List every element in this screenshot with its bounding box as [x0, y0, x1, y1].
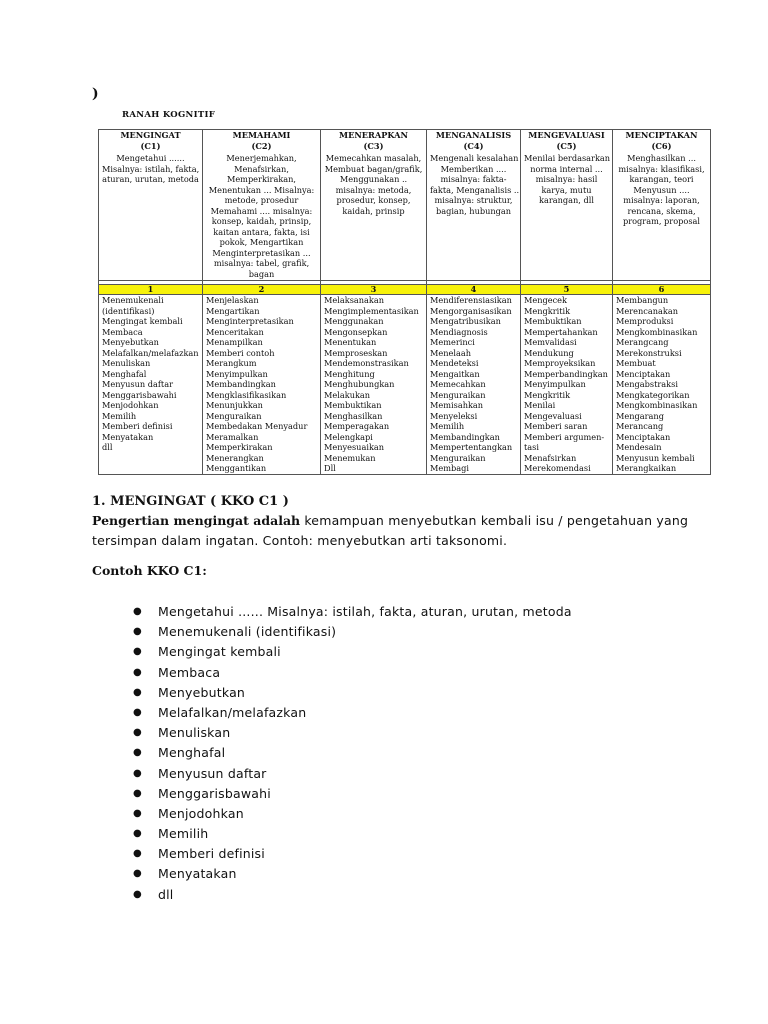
description-line: misalnya: tabel, grafik,	[213, 258, 310, 268]
verb-item: Memerinci	[430, 337, 475, 347]
column-header	[321, 130, 427, 281]
list-item-text: Mengingat kembali	[158, 644, 281, 660]
list-item-text: dll	[158, 886, 174, 902]
verb-item: Menuliskan	[102, 358, 151, 368]
level-number-row	[99, 285, 711, 295]
verb-list-cell	[321, 295, 427, 475]
column-header	[613, 130, 711, 281]
column-code: (C4)	[463, 140, 484, 151]
description-line: misalnya: struktur,	[434, 195, 513, 205]
verb-item: Mengevaluasi	[524, 410, 582, 421]
verb-item: Mengkritik	[524, 305, 571, 316]
level-number: 5	[521, 285, 613, 295]
verb-item: Memperagakan	[324, 421, 390, 431]
list-item	[130, 824, 572, 844]
cognitive-domain-table	[98, 129, 711, 475]
bullet-icon: ●	[133, 767, 142, 779]
list-item	[130, 642, 572, 662]
level-number: 1	[99, 285, 203, 295]
list-item-text: Menemukenali (identifikasi)	[158, 624, 337, 640]
verb-item: Menggantikan	[206, 463, 267, 473]
verb-item: Menyeleksi	[430, 410, 478, 421]
list-item-text: Menyatakan	[158, 866, 237, 882]
verb-item: Mengimplementasikan	[324, 305, 419, 316]
verb-item: Mengartikan	[206, 305, 260, 316]
column-description	[430, 153, 520, 216]
list-item-text: Menghafal	[158, 745, 226, 761]
column-header	[99, 130, 203, 281]
bullet-icon: ●	[133, 888, 142, 900]
list-item-text: Menuliskan	[158, 725, 231, 741]
verb-item: Memisahkan	[430, 400, 484, 410]
verb-item: Merangcang	[616, 337, 669, 347]
verb-item: Menceritakan	[206, 326, 264, 337]
verb-item: tasi	[524, 442, 539, 452]
column-description	[616, 153, 707, 227]
description-line: pokok, Mengartikan	[219, 237, 304, 247]
bullet-icon: ●	[133, 848, 142, 860]
verb-item: Menguraikan	[206, 410, 262, 421]
verb-item: Membagi	[430, 463, 469, 473]
verb-item: Mendukung	[524, 347, 574, 358]
verb-item: Menguraikan	[430, 389, 486, 400]
verb-item: Merangkaikan	[616, 463, 677, 473]
verb-item: Menghitung	[324, 368, 375, 379]
description-line: konsep, kaidah, prinsip,	[211, 216, 312, 226]
column-code: (C2)	[251, 140, 272, 151]
list-item	[130, 784, 572, 804]
list-item-text: Menjodohkan	[158, 805, 244, 821]
verb-item: Memproyeksikan	[524, 358, 596, 368]
verb-item: Merancang	[616, 421, 664, 431]
kko-c1-list	[130, 602, 572, 905]
column-description	[524, 153, 609, 206]
verb-item: Memperbandingkan	[524, 368, 608, 379]
verb-item: Mengabstraksi	[616, 379, 678, 389]
description-line: program, proposal	[622, 216, 701, 226]
verb-item: Menelaah	[430, 347, 472, 358]
level-number: 4	[427, 285, 521, 295]
description-line: Menafsirkan,	[234, 163, 289, 174]
list-item-text: Memilih	[158, 826, 209, 842]
column-title: MEMAHAMI	[232, 130, 291, 140]
description-line: karya, mutu	[541, 184, 592, 195]
verb-item: Menggarisbawahi	[102, 389, 177, 400]
verb-item: Menyimpulkan	[524, 379, 586, 389]
verb-item: Menyesuaikan	[324, 442, 385, 452]
description-line: kaidah, prinsip	[342, 205, 405, 216]
verb-item: Menampilkan	[206, 337, 263, 347]
description-line: metode, prosedur	[224, 195, 299, 205]
list-item-text: Menyebutkan	[158, 684, 246, 700]
description-line: Menginterpretasikan ...	[212, 247, 311, 258]
verb-item: Mendiagnosis	[430, 326, 488, 337]
list-item	[130, 743, 572, 763]
table-header-row	[99, 130, 711, 281]
description-line: misalnya: laporan,	[623, 195, 700, 205]
verb-item: Melafalkan/melafazkan	[102, 347, 199, 358]
verb-item: Menilai	[524, 400, 556, 410]
list-item-text: Menyusun daftar	[158, 765, 267, 781]
verb-item: Menyusun daftar	[102, 379, 173, 389]
verb-item: Meramalkan	[206, 431, 259, 442]
verb-item: Memproseskan	[324, 347, 388, 358]
verb-item: Menafsirkan	[524, 452, 577, 463]
verb-item: Memvalidasi	[524, 337, 577, 347]
description-line: Menerjemahkan,	[226, 153, 297, 163]
bullet-icon: ●	[133, 706, 142, 718]
verb-list-row	[99, 295, 711, 475]
verb-item: Mengkombinasikan	[616, 326, 698, 337]
verb-list-cell	[613, 295, 711, 475]
verb-item: Melakukan	[324, 389, 371, 400]
verb-item: Menemukenali	[102, 295, 164, 305]
description-line: fakta, Menganalisis ..	[430, 184, 520, 195]
verb-item: Mendiferensiasikan	[430, 295, 512, 305]
verb-item: Membuktikan	[524, 316, 582, 326]
column-header	[203, 130, 321, 281]
description-line: norma internal ...	[530, 163, 603, 174]
description-line: Menghasilkan ...	[627, 153, 696, 163]
verb-item: Memberi definisi	[102, 421, 173, 431]
description-line: Misalnya: istilah, fakta,	[102, 163, 200, 174]
column-title: MENERAPKAN	[339, 130, 408, 140]
verb-list-cell	[99, 295, 203, 475]
verb-item: Membedakan Menyadur	[206, 421, 308, 431]
column-title: MENGEVALUASI	[528, 130, 605, 140]
verb-item: Merekomendasi	[524, 463, 591, 473]
example-label: Contoh KKO C1:	[92, 563, 207, 578]
bullet-icon: ●	[133, 727, 142, 739]
verb-item: Melaksanakan	[324, 295, 385, 305]
description-line: misalnya: hasil	[535, 174, 598, 184]
description-line: misalnya: fakta-	[440, 174, 507, 184]
verb-item: Mengingat kembali	[102, 316, 183, 326]
verb-item: Menemukan	[324, 452, 376, 463]
list-item	[130, 622, 572, 642]
verb-item: Membangun	[616, 295, 669, 305]
description-line: Memahami .... misalnya:	[210, 205, 313, 216]
verb-item: Mempertahankan	[524, 326, 598, 337]
verb-item: Menciptakan	[616, 368, 671, 379]
verb-item: Menguraikan	[430, 452, 486, 463]
verb-item: dll	[102, 442, 113, 452]
column-header	[427, 130, 521, 281]
verb-list-cell	[427, 295, 521, 475]
level-number: 6	[613, 285, 711, 295]
verb-item: Menerangkan	[206, 452, 264, 463]
verb-item: Menggunakan	[324, 316, 384, 326]
bullet-icon: ●	[133, 646, 142, 658]
verb-item: Menentukan	[324, 337, 377, 347]
bullet-icon: ●	[133, 686, 142, 698]
verb-item: Mengklasifikasikan	[206, 389, 287, 400]
verb-item: Membandingkan	[206, 379, 276, 389]
list-item-text: Membaca	[158, 664, 221, 680]
verb-item: Menjodohkan	[102, 400, 159, 410]
column-description	[324, 153, 423, 216]
verb-item: Mengaitkan	[430, 368, 480, 379]
verb-item: (identifikasi)	[102, 305, 155, 316]
description-line: prosedur, konsep,	[336, 195, 411, 205]
list-item	[130, 804, 572, 824]
list-item	[130, 723, 572, 743]
verb-item: Menciptakan	[616, 431, 671, 442]
list-item	[130, 703, 572, 723]
verb-item: Memberi argumen-	[524, 431, 605, 442]
description-line: Menyusun ....	[633, 184, 690, 195]
table-title: RANAH KOGNITIF	[122, 110, 216, 120]
verb-item: Menyimpulkan	[206, 368, 268, 379]
verb-item: Mengarang	[616, 410, 664, 421]
list-item-text: Memberi definisi	[158, 846, 265, 862]
description-line: kaitan antara, fakta, isi	[213, 226, 310, 237]
verb-item: Dll	[324, 463, 336, 473]
list-item	[130, 885, 572, 905]
list-item	[130, 864, 572, 884]
verb-item: Membuktikan	[324, 400, 382, 410]
list-item-text: Melafalkan/melafazkan	[158, 704, 307, 720]
column-code: (C1)	[140, 140, 161, 151]
verb-item: Mendemonstrasikan	[324, 358, 409, 368]
verb-item: Memproduksi	[616, 316, 674, 326]
description-line: Memperkirakan,	[226, 174, 297, 184]
description-line: bagian, hubungan	[435, 205, 512, 216]
column-description	[206, 153, 317, 279]
stray-parenthesis: )	[92, 86, 99, 102]
verb-item: Memecahkan	[430, 379, 486, 389]
verb-item: Mengonsepkan	[324, 326, 388, 337]
description-line: bagan	[248, 268, 275, 279]
bullet-icon: ●	[133, 666, 142, 678]
verb-item: Membaca	[102, 326, 143, 337]
verb-item: Mendesain	[616, 442, 662, 452]
description-line: aturan, urutan, metoda	[102, 174, 199, 184]
bullet-icon: ●	[133, 626, 142, 638]
list-item	[130, 602, 572, 622]
verb-item: Mempertentangkan	[430, 442, 513, 452]
definition-paragraph	[92, 511, 692, 551]
definition-lead: Pengertian mengingat adalah	[92, 513, 301, 528]
list-item-text: Mengetahui ...... Misalnya: istilah, fakta, aturan, urutan, metoda	[158, 604, 572, 619]
bullet-icon: ●	[133, 828, 142, 840]
verb-item: Merencanakan	[616, 305, 678, 316]
bullet-icon: ●	[133, 807, 142, 819]
verb-item: Memilih	[102, 410, 137, 421]
description-line: Mengetahui ......	[116, 153, 185, 163]
description-line: Menentukan ... Misalnya:	[208, 184, 315, 195]
verb-item: Menyatakan	[102, 431, 154, 442]
verb-item: Mengatribusikan	[430, 316, 501, 326]
description-line: Memecahkan masalah,	[325, 153, 422, 163]
description-line: misalnya: metoda,	[335, 184, 412, 195]
verb-item: Memberi contoh	[206, 347, 275, 358]
verb-item: Mendeteksi	[430, 358, 479, 368]
list-item	[130, 663, 572, 683]
description-line: karangan, teori	[629, 174, 694, 184]
list-item	[130, 844, 572, 864]
verb-list-cell	[203, 295, 321, 475]
column-title: MENCIPTAKAN	[625, 130, 698, 140]
description-line: rencana, skema,	[627, 205, 696, 216]
column-code: (C5)	[556, 140, 577, 151]
list-item	[130, 683, 572, 703]
verb-item: Memberi saran	[524, 421, 588, 431]
list-item	[130, 764, 572, 784]
column-code: (C3)	[363, 140, 384, 151]
description-line: misalnya: klasifikasi,	[618, 163, 705, 174]
bullet-icon: ●	[133, 787, 142, 799]
verb-item: Menjelaskan	[206, 295, 259, 305]
verb-item: Mengecek	[524, 295, 567, 305]
verb-item: Mengkategorikan	[616, 389, 690, 400]
verb-item: Menghasilkan	[324, 410, 383, 421]
definition-body: kemampuan menyebutkan kembali isu / pengetahuan yang tersimpan dalam ingatan. Contoh: menyebutkan arti taksonomi.	[92, 513, 689, 548]
column-description	[102, 153, 199, 185]
level-number: 3	[321, 285, 427, 295]
verb-list-cell	[521, 295, 613, 475]
verb-item: Membuat	[616, 358, 656, 368]
description-line: Menggunakan ..	[339, 174, 408, 184]
bullet-icon: ●	[133, 868, 142, 880]
verb-item: Menghafal	[102, 368, 147, 379]
bullet-icon: ●	[133, 747, 142, 759]
verb-item: Merekonstruksi	[616, 347, 682, 358]
column-title: MENGINGAT	[120, 130, 181, 140]
verb-item: Menyusun kembali	[616, 452, 695, 463]
list-item-text: Menggarisbawahi	[158, 785, 271, 801]
verb-item: Menyebutkan	[102, 337, 159, 347]
description-line: Menilai berdasarkan	[524, 153, 611, 163]
verb-item: Menginterpretasikan	[206, 316, 294, 326]
verb-item: Menunjukkan	[206, 400, 263, 410]
column-header	[521, 130, 613, 281]
description-line: karangan, dll	[539, 195, 594, 205]
description-line: Mengenali kesalahan	[430, 153, 519, 163]
column-code: (C6)	[651, 140, 672, 151]
verb-item: Mengkombinasikan	[616, 400, 698, 410]
level-number: 2	[203, 285, 321, 295]
section-heading: 1. MENGINGAT ( KKO C1 )	[92, 494, 289, 509]
description-line: Membuat bagan/grafik,	[324, 163, 423, 174]
verb-item: Mengorganisasikan	[430, 305, 512, 316]
verb-item: Melengkapi	[324, 431, 373, 442]
description-line: Memberikan ....	[440, 163, 507, 174]
verb-item: Memilih	[430, 421, 465, 431]
column-title: MENGANALISIS	[435, 130, 512, 140]
verb-item: Menghubungkan	[324, 379, 395, 389]
verb-item: Mengkritik	[524, 389, 571, 400]
verb-item: Memperkirakan	[206, 442, 273, 452]
bullet-icon: ●	[133, 606, 142, 617]
verb-item: Merangkum	[206, 358, 257, 368]
verb-item: Membandingkan	[430, 431, 500, 442]
